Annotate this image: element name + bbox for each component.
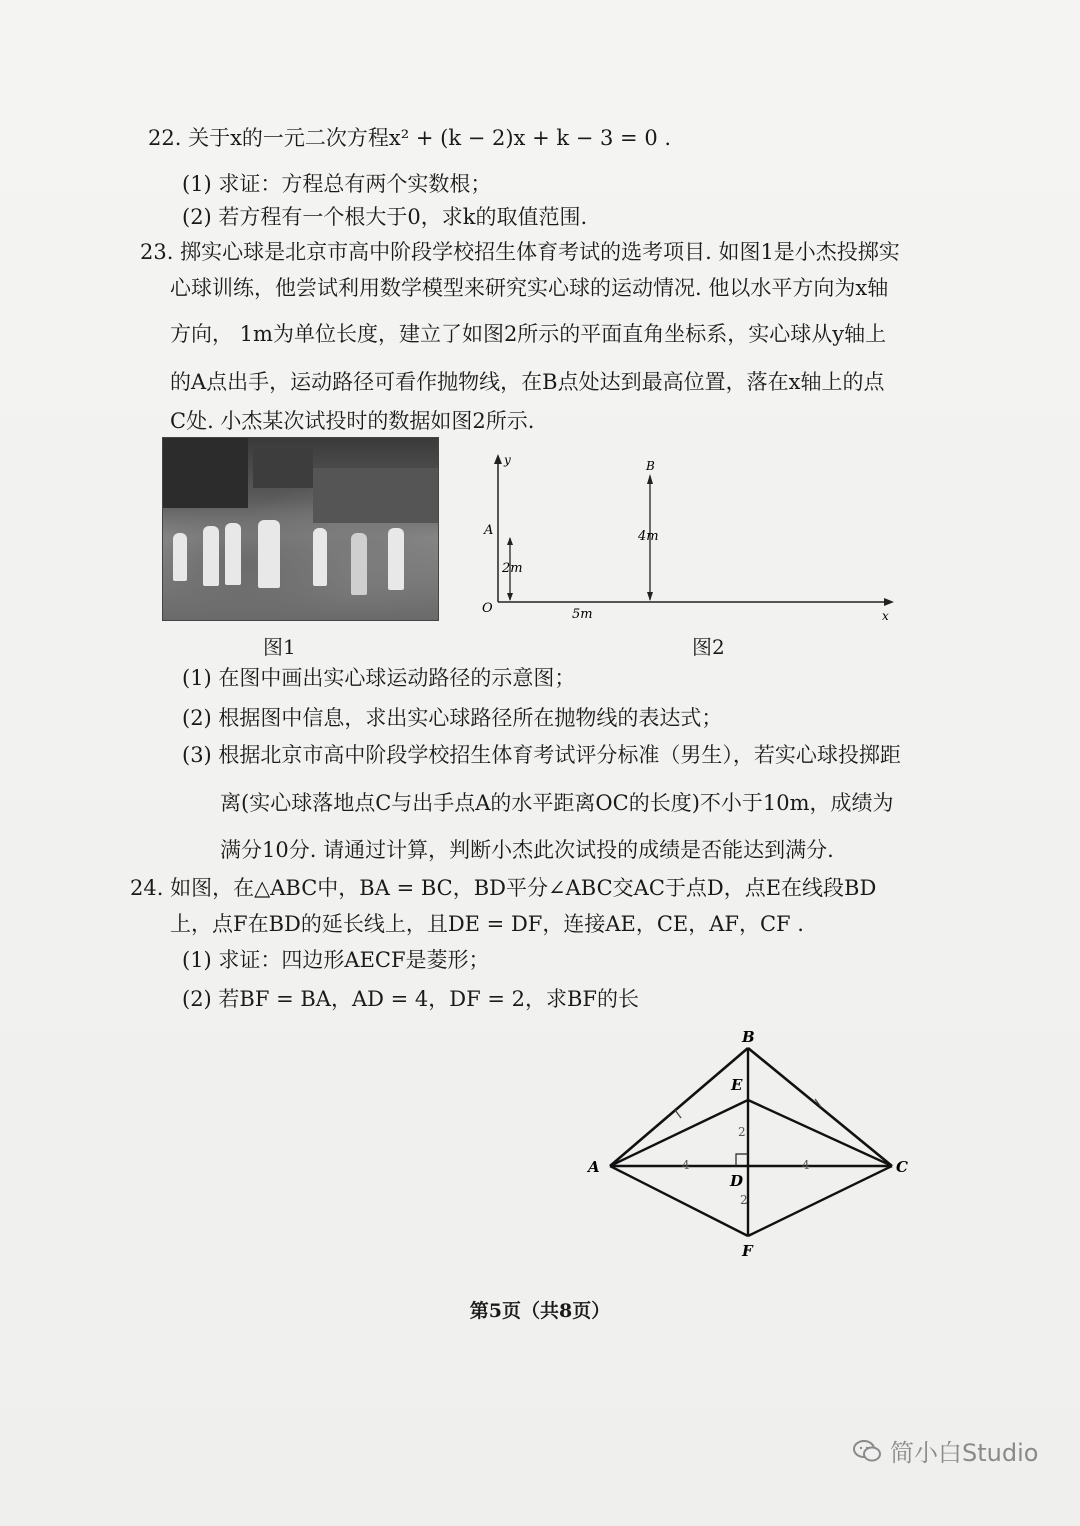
- segment-af: [610, 1166, 748, 1236]
- q23-part3-line2: 离(实心球落地点C与出手点A的水平距离OC的长度)不小于10m，成绩为: [220, 791, 894, 815]
- y-axis-arrow-icon: [494, 454, 502, 464]
- q23-line1: [140, 238, 900, 266]
- photo-person: [203, 526, 219, 586]
- q23-part1: (1) 在图中画出实心球运动路径的示意图；: [182, 666, 576, 690]
- label-a: A: [588, 1158, 600, 1176]
- q24-number: 24.: [130, 876, 164, 900]
- q24-part1: (1) 求证：四边形AECF是菱形；: [182, 948, 490, 972]
- q23-line1-text: 掷实心球是北京市高中阶段学校招生体育考试的选考项目. 如图1是小杰投掷实: [180, 240, 900, 264]
- photo-person: [313, 528, 327, 586]
- q24-line1: [130, 874, 876, 902]
- photo-building: [163, 438, 248, 508]
- photo-fence: [313, 468, 438, 523]
- photo-person: [388, 528, 404, 590]
- watermark: [852, 1433, 1038, 1468]
- photo-person: [258, 520, 280, 588]
- figure1-photo: [162, 437, 439, 621]
- height-b-arrow-icon: [647, 474, 653, 484]
- label-b: B: [742, 1028, 755, 1046]
- figure1-caption: 图1: [263, 635, 296, 659]
- height-b-arrow-icon: [647, 592, 653, 601]
- right-angle-mark: [736, 1154, 748, 1166]
- tick-mark: [675, 1110, 681, 1118]
- segment-ab: [610, 1048, 748, 1166]
- q23-part2: (2) 根据图中信息，求出实心球路径所在抛物线的表达式；: [182, 706, 723, 730]
- q22-part1: (1) 求证：方程总有两个实数根；: [182, 172, 492, 196]
- label-5m: 5m: [572, 607, 593, 622]
- q24-line1-text: 如图，在△ABC中，BA = BC，BD平分∠ABC交AC于点D，点E在线段BD: [170, 876, 877, 900]
- height-a-arrow-icon: [507, 593, 513, 601]
- q23-number: 23.: [140, 240, 174, 264]
- photo-person: [351, 533, 367, 595]
- figure2-diagram: [470, 450, 900, 630]
- x-axis-arrow-icon: [884, 598, 894, 606]
- photo-person: [173, 533, 187, 581]
- q23-line4: 的A点出手，运动路径可看作抛物线，在B点处达到最高位置，落在x轴上的点: [170, 370, 885, 394]
- q23-part3-line1: (3) 根据北京市高中阶段学校招生体育考试评分标准（男生），若实心球投掷距: [182, 743, 901, 767]
- pencil-note: 2: [740, 1193, 748, 1207]
- label-e: E: [731, 1076, 743, 1094]
- label-f: F: [742, 1242, 753, 1260]
- label-b: B: [646, 459, 655, 473]
- label-2m: 2m: [502, 561, 523, 576]
- q23-line2: 心球训练，他尝试利用数学模型来研究实心球的运动情况. 他以水平方向为x轴: [170, 276, 889, 300]
- photo-person: [225, 523, 241, 585]
- q22-number: 22.: [148, 126, 182, 150]
- q22-part2: (2) 若方程有一个根大于0，求k的取值范围.: [182, 205, 588, 229]
- pencil-note: 2: [738, 1125, 746, 1139]
- q24-part2: (2) 若BF = BA，AD = 4，DF = 2，求BF的长: [182, 987, 639, 1011]
- label-4m: 4m: [638, 529, 659, 544]
- watermark-text: 简小白Studio: [890, 1439, 1039, 1467]
- label-y: y: [504, 453, 511, 467]
- q23-line5: C处. 小杰某次试投时的数据如图2所示.: [170, 409, 535, 433]
- segment-ce: [748, 1100, 892, 1166]
- pencil-note: 4: [682, 1158, 690, 1172]
- segment-bc: [748, 1048, 892, 1166]
- segment-cf: [748, 1166, 892, 1236]
- q23-part3-line3: 满分10分. 请通过计算，判断小杰此次试投的成绩是否能达到满分.: [220, 838, 834, 862]
- q22-stem: [148, 124, 671, 152]
- q22-stem-text: 关于x的一元二次方程x² + (k − 2)x + k − 3 = 0 .: [188, 126, 672, 150]
- segment-ae: [610, 1100, 748, 1166]
- label-c: C: [896, 1158, 908, 1176]
- page-footer: 第5页（共8页）: [469, 1300, 611, 1322]
- figure2-caption: 图2: [692, 635, 725, 659]
- q24-rhombus-figure: [580, 1026, 920, 1266]
- height-a-arrow-icon: [507, 537, 513, 545]
- label-x: x: [882, 609, 889, 623]
- label-o: O: [482, 601, 493, 616]
- wechat-icon: [852, 1439, 882, 1463]
- label-d: D: [730, 1172, 744, 1190]
- photo-trees: [253, 448, 313, 488]
- q23-line3: 方向， 1m为单位长度，建立了如图2所示的平面直角坐标系，实心球从y轴上: [170, 322, 887, 346]
- pencil-note: 4: [802, 1158, 810, 1172]
- q24-line2: 上，点F在BD的延长线上，且DE = DF，连接AE，CE，AF，CF .: [170, 912, 804, 936]
- label-a: A: [484, 523, 494, 538]
